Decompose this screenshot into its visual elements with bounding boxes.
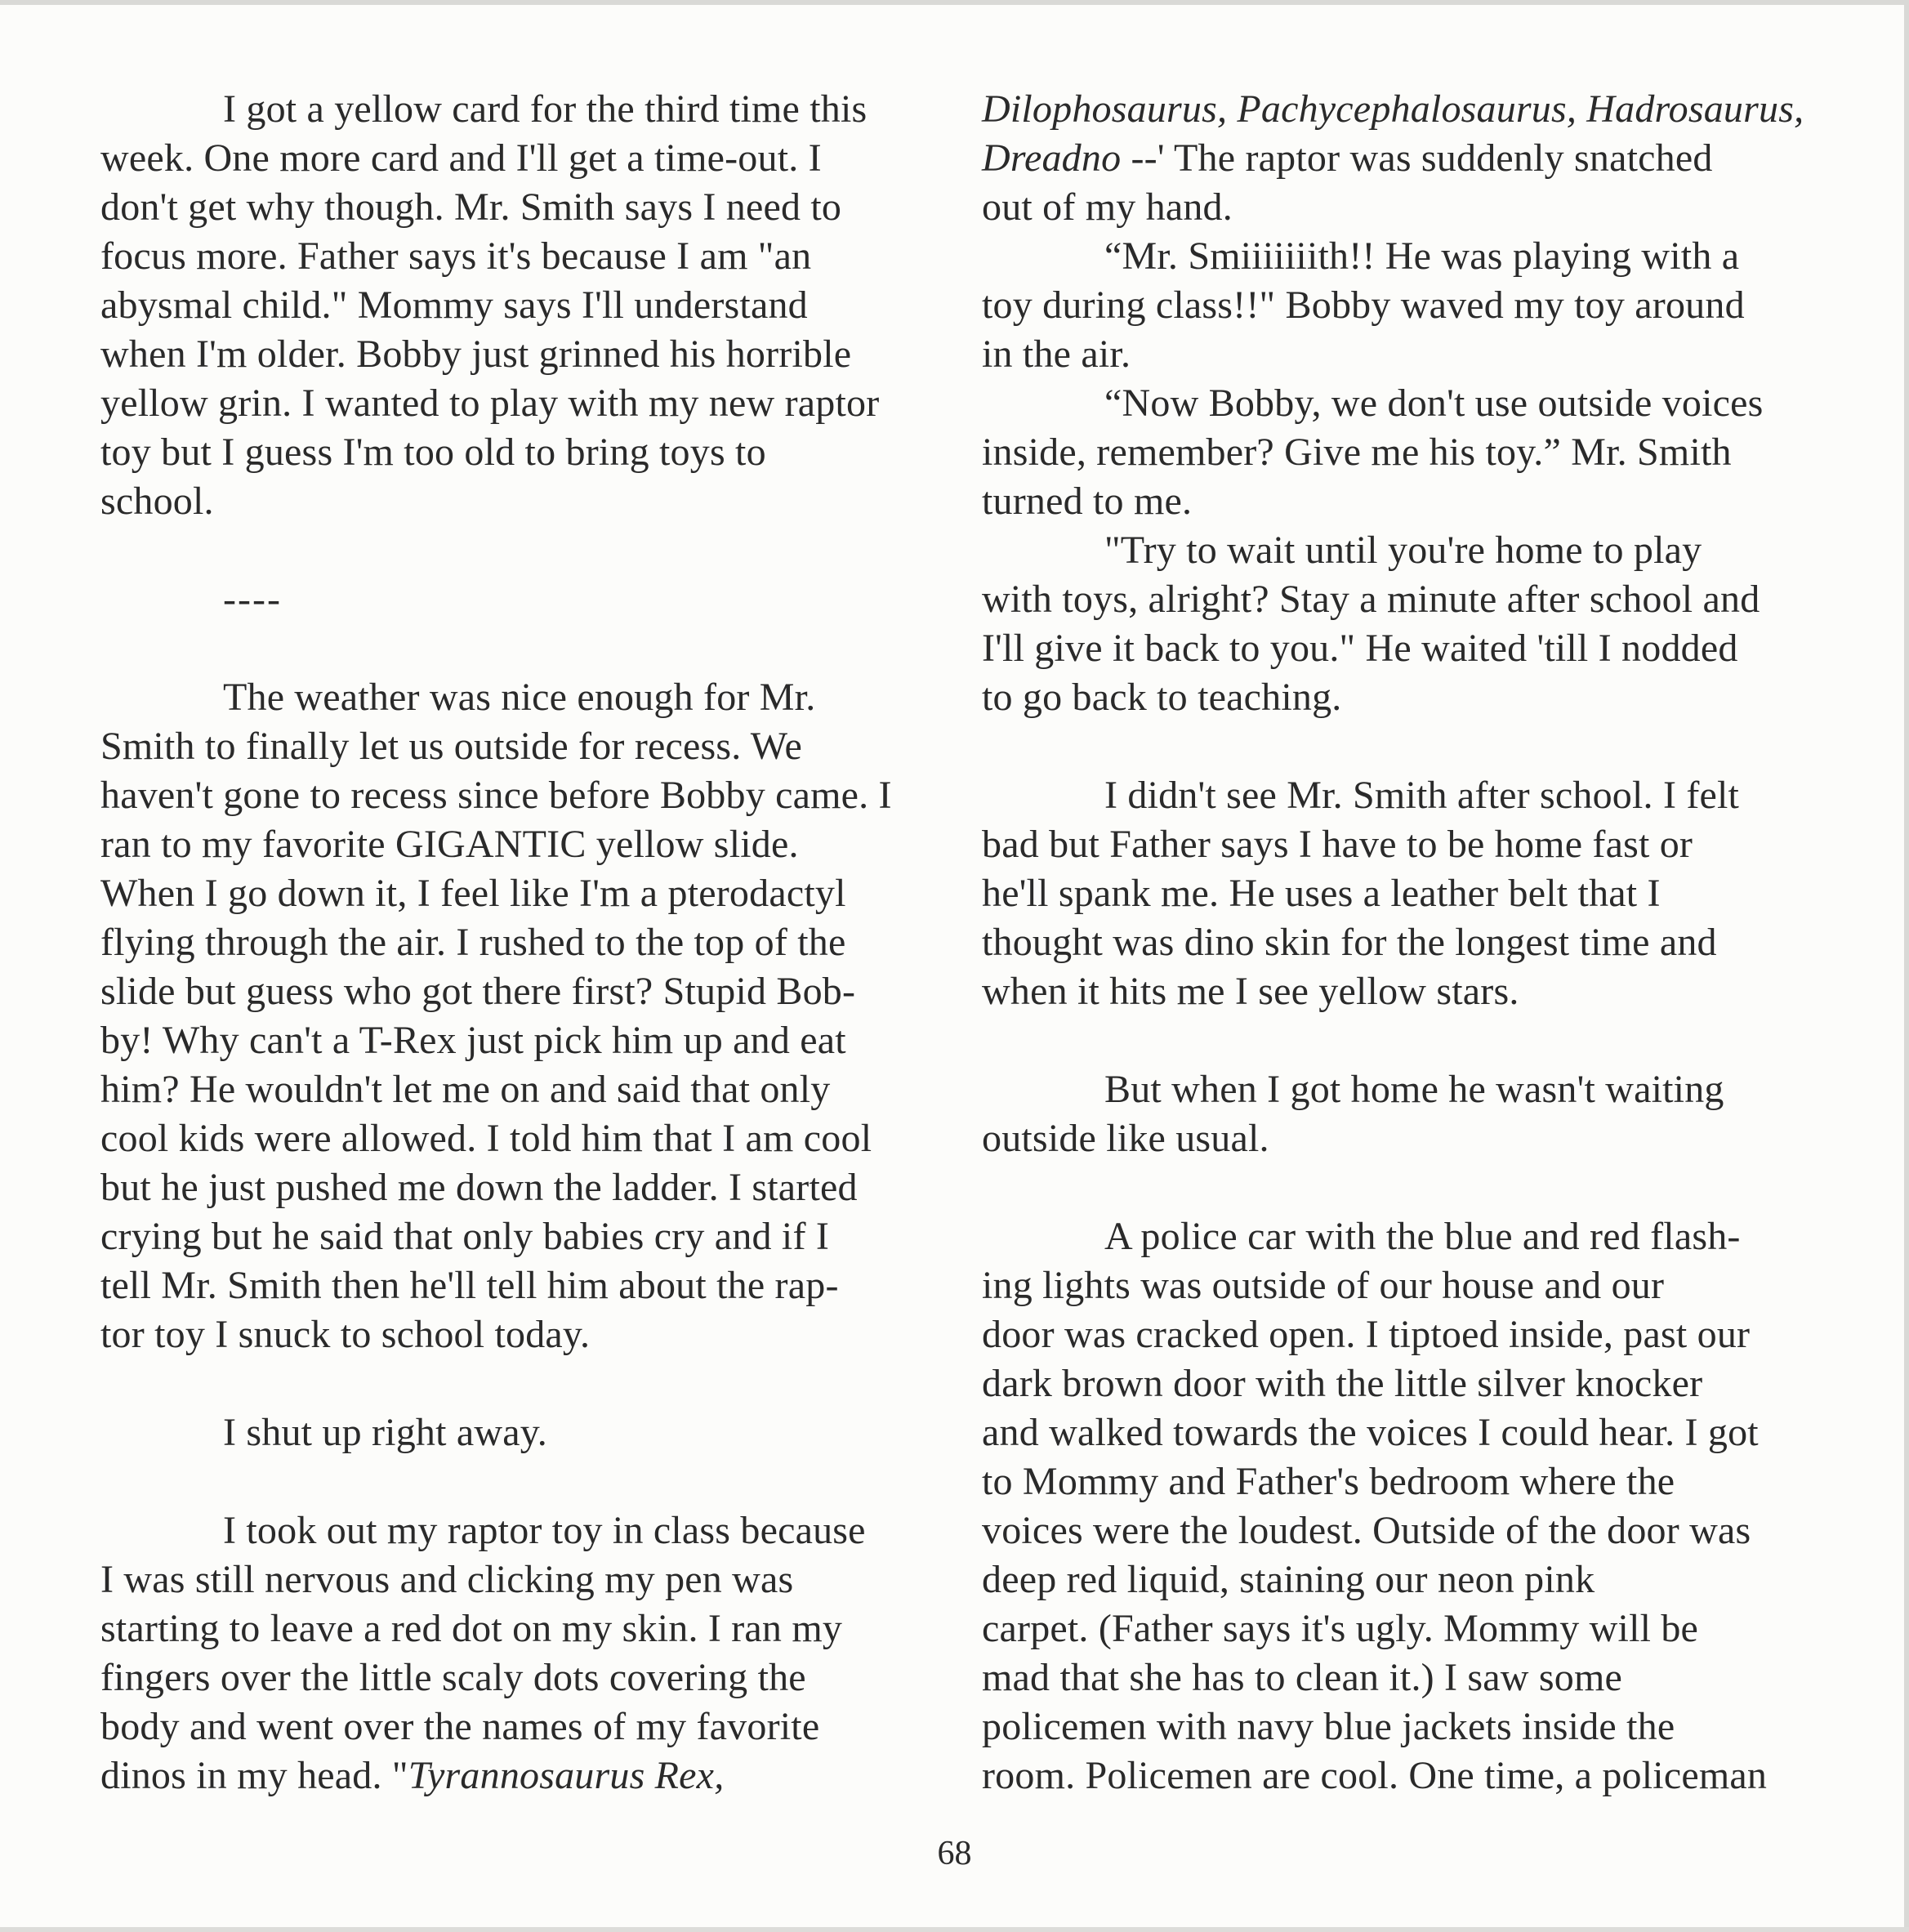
paragraph-shut-up: I shut up right away. (223, 1411, 548, 1454)
right-column (982, 85, 1822, 1800)
raptor-snatched-text: --' The raptor was suddenly snatched out of my hand. (982, 136, 1713, 229)
raptor-toy-text: I took out my raptor toy in class because I was still nervous and clicking my pen was starting to leave a red dot on my skin. I ran my fingers over the little scaly dots covering the body and went over the names of my favorite dinos in my head. " (100, 1509, 866, 1797)
page-number: 68 (937, 1835, 972, 1872)
section-separator: ---- (223, 578, 282, 621)
dino-names-italic-continued: Dilophosaurus, Pachycephalosaurus, Hadrosaurus, Dreadno (982, 87, 1804, 180)
left-column (100, 85, 942, 1800)
dino-names-italic: Tyrannosaurus Rex, (408, 1754, 725, 1797)
paragraph-dino-names-continued (982, 85, 1822, 232)
paragraph-bobby-shouts: “Mr. Smiiiiiiith!! He was playing with a toy during class!!" Bobby waved my toy around in the air. (982, 234, 1745, 376)
paragraph-wait-until-home: "Try to wait until you're home to play with toys, alright? Stay a minute after school and I'll give it back to you." He waited 'till I nodded to go back to teaching. (982, 529, 1760, 719)
paragraph-raptor-toy (100, 1506, 942, 1800)
page-edge-top (0, 0, 1909, 5)
page-edge-right (1904, 0, 1909, 1932)
paragraph-got-home: But when I got home he wasn't waiting outside like usual. (982, 1068, 1724, 1160)
paragraph-police-car: A police car with the blue and red flash- ing lights was outside of our house and our door was cracked open. I tiptoed inside, past our dark brown door with the little silver knocker and walked towards the voices I could hear. I got to Mommy and Father's bedroom where the voices were the loudest. Outside of the door was deep red liquid, staining our neon pink carpet. (Father says it's ugly. Mommy will be mad that she has to clean it.) I saw some policemen with navy blue jackets inside the room. Policemen are cool. One time, a policeman (982, 1215, 1768, 1797)
page-edge-bottom (0, 1927, 1909, 1932)
paragraph-mr-smith-reply: “Now Bobby, we don't use outside voices inside, remember? Give me his toy.” Mr. Smith turned to me. (982, 381, 1764, 523)
paragraph-after-school: I didn't see Mr. Smith after school. I felt bad but Father says I have to be home fast or he'll spank me. He uses a leather belt that I thought was dino skin for the longest time and when it hits me I see yellow stars. (982, 774, 1740, 1013)
paragraph-recess: The weather was nice enough for Mr. Smith to finally let us outside for recess. We haven't gone to recess since before Bobby came. I ran to my favorite GIGANTIC yellow slide. When I go down it, I feel like I'm a pterodactyl flying through the air. I rushed to the top of the slide but guess who got there first? Stupid Bob- by! Why can't a T-Rex just pick him up and eat him? He wouldn't let me on and said that only cool kids were allowed. I told him that I am cool but he just pushed me down the ladder. I started crying but he said that only babies cry and if I tell Mr. Smith then he'll tell him about the rap- tor toy I snuck to school today. (100, 676, 892, 1356)
paragraph-yellow-card: I got a yellow card for the third time this week. One more card and I'll get a time-out. I don't get why though. Mr. Smith says I need to focus more. Father says it's because I am "an abysmal child." Mommy says I'll understand when I'm older. Bobby just grinned his horrible yellow grin. I wanted to play with my new raptor toy but I guess I'm too old to bring toys to school. (100, 87, 880, 523)
